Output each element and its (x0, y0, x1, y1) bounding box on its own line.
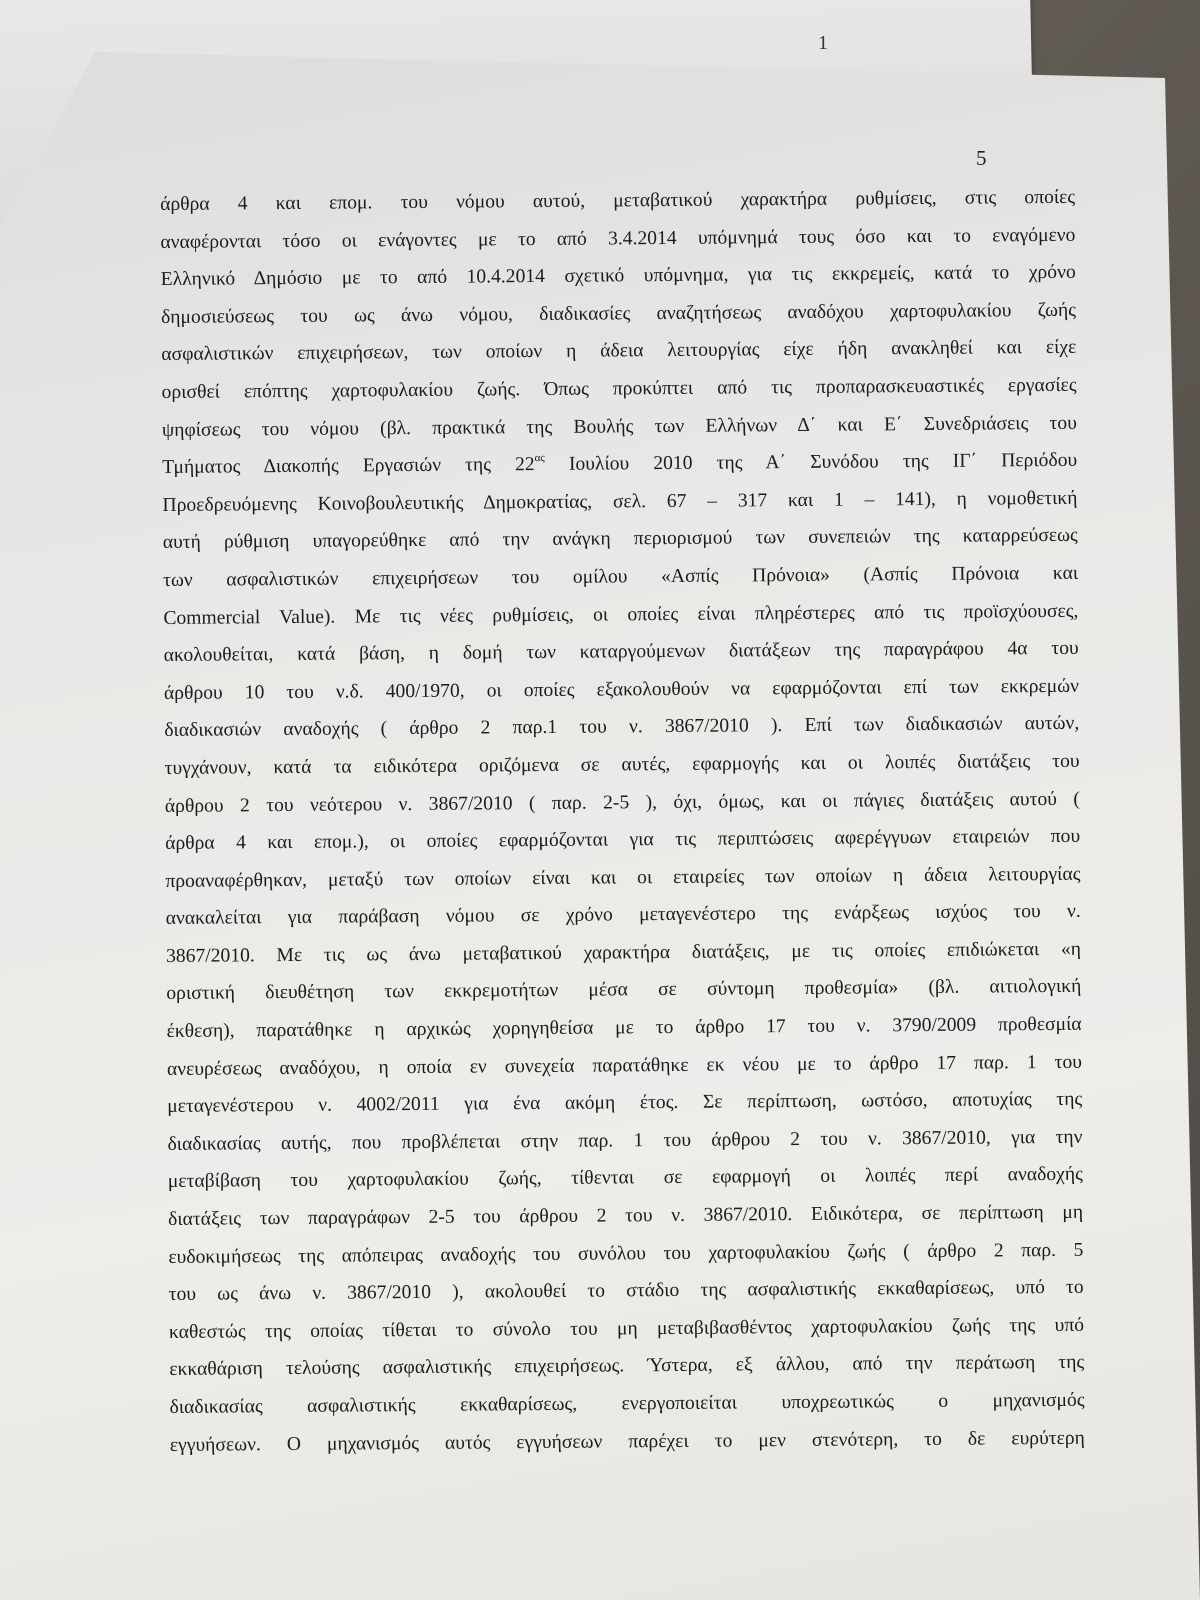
text-line: ασφαλιστικών επιχειρήσεων, των οποίων η άδεια λειτουργίας είχε ήδη ανακληθεί και είχε (161, 337, 1077, 366)
text-line: τυγχάνουν, κατά τα ειδικότερα οριζόμενα σε αυτές, εφαρμογής και οι λοιπές διατάξεις του (164, 750, 1080, 779)
text-line: διαδικασίας ασφαλιστικής εκκαθαρίσεως, ενεργοποιείται υποχρεωτικώς ο μηχανισμός (169, 1389, 1085, 1418)
text-line: 3867/2010. Με τις ως άνω μεταβατικού χαρακτήρα διατάξεις, με τις οποίες επιδιώκεται «η (165, 938, 1082, 967)
text-line: ευδοκιμήσεως της απόπειρας αναδοχής του συνόλου του χαρτοφυλακίου ζωής ( άρθρο 2 παρ. 5 (168, 1239, 1084, 1268)
document-body (160, 179, 1085, 1464)
text-line: μεταβίβαση του χαρτοφυλακίου ζωής, τίθενται σε εφαρμογή οι λοιπές περί αναδοχής (167, 1164, 1083, 1193)
text-line: μεταγενέστερου ν. 4002/2011 για ένα ακόμη έτος. Σε περίπτωση, ωστόσο, αποτυχίας της (167, 1089, 1083, 1118)
text-line: ανακαλείται για παράβαση νόμου σε χρόνο μεταγενέστερο της ενάρξεως ισχύος του ν. (165, 901, 1081, 930)
text-line: δημοσιεύσεως του ως άνω νόμου, διαδικασίες αναζητήσεως αναδόχου χαρτοφυλακίου ζωής (160, 299, 1077, 328)
text-line: εκκαθάριση τελούσης ασφαλιστικής επιχειρήσεως. Ύστερα, εξ άλλου, από την περάτωση της (169, 1352, 1085, 1381)
ordinal-suffix: ας (534, 452, 545, 465)
text-segment: Τμήματος Διακοπής Εργασιών της 22 (162, 454, 535, 479)
text-line: άρθρα 4 και επομ. του νόμου αυτού, μεταβατικού χαρακτήρα ρυθμίσεις, στις οποίες (160, 186, 1076, 215)
text-line: καθεστώς της οποίας τίθεται το σύνολο του μη μεταβιβασθέντος χαρτοφυλακίου ζωής της υπό (168, 1314, 1085, 1343)
text-line: αυτή ρύθμιση υπαγορεύθηκε από την ανάγκη περιορισμού των συνεπειών της καταρρεύσεως (162, 525, 1078, 554)
text-line: ψηφίσεως του νόμου (βλ. πρακτικά της Βουλής των Ελλήνων Δ΄ και Ε΄ Συνεδριάσεις του (161, 412, 1077, 441)
text-line: ακολουθείται, κατά βάση, η δομή των καταργούμενων διατάξεων της παραγράφου 4α του (163, 637, 1079, 667)
text-segment: Ιουλίου 2010 της Α΄ Συνόδου της ΙΓ΄ Περιόδου (544, 449, 1078, 476)
text-line: άρθρου 2 του νεότερου ν. 3867/2010 ( παρ. 2-5 ), όχι, όμως, και οι πάγιες διατάξεις αυτού ( (164, 788, 1080, 817)
text-line: ανευρέσεως αναδόχου, η οποία εν συνεχεία παρατάθηκε εκ νέου με το άρθρο 17 παρ. 1 του (166, 1051, 1082, 1080)
text-line: εγγυήσεων. Ο μηχανισμός αυτός εγγυήσεων παρέχει το μεν στενότερη, το δε ευρύτερη (169, 1427, 1085, 1456)
text-line: Προεδρευόμενης Κοινοβουλευτικής Δημοκρατίας, σελ. 67 – 317 και 1 – 141), η νομοθετική (162, 487, 1078, 516)
text-line: αναφέρονται τόσο οι ενάγοντες με το από 3.4.2014 υπόμνημά τους όσο και το εναγόμενο (160, 224, 1076, 253)
text-line: του ως άνω ν. 3867/2010 ), ακολουθεί το στάδιο της ασφαλιστικής εκκαθαρίσεως, υπό το (168, 1276, 1084, 1306)
text-line: άρθρα 4 και επομ.), οι οποίες εφαρμόζονται για τις περιπτώσεις αφερέγγυων εταιρειών που (165, 825, 1081, 855)
text-line: των ασφαλιστικών επιχειρήσεων του ομίλου «Ασπίς Πρόνοια» (Ασπίς Πρόνοια και (163, 562, 1079, 591)
back-page-number: 1 (818, 32, 828, 54)
page-number: 5 (976, 146, 987, 170)
text-line: διατάξεις των παραγράφων 2-5 του άρθρου 2 του ν. 3867/2010. Ειδικότερα, σε περίπτωση μη (168, 1201, 1084, 1230)
text-line: έκθεση), παρατάθηκε η αρχικώς χορηγηθείσα με το άρθρο 17 του ν. 3790/2009 προθεσμία (166, 1013, 1082, 1043)
text-line: ορισθεί επόπτης χαρτοφυλακίου ζωής. Όπως προκύπτει από τις προπαρασκευαστικές εργασίες (161, 374, 1077, 403)
text-line: προαναφέρθηκαν, μεταξύ των οποίων είναι και οι εταιρείες των οποίων η άδεια λειτουργίας (165, 863, 1081, 892)
text-line: οριστική διευθέτηση των εκκρεμοτήτων μέσα σε σύντομη προθεσμία» (βλ. αιτιολογική (166, 976, 1082, 1005)
text-line: διαδικασίας αυτής, που προβλέπεται στην παρ. 1 του άρθρου 2 του ν. 3867/2010, για την (167, 1126, 1083, 1155)
text-line: διαδικασιών αναδοχής ( άρθρο 2 παρ.1 του ν. 3867/2010 ). Επί των διαδικασιών αυτών, (164, 713, 1080, 742)
text-line: άρθρου 10 του ν.δ. 400/1970, οι οποίες εξακολουθούν να εφαρμόζονται επί των εκκρεμών (163, 675, 1080, 704)
text-line: Ελληνικό Δημόσιο με το από 10.4.2014 σχετικό υπόμνημα, για τις εκκρεμείς, κατά το χρόνο (160, 261, 1076, 291)
text-line: Commercial Value). Με τις νέες ρυθμίσεις, οι οποίες είναι πληρέστερες από τις προϊσχύουσες, (163, 600, 1079, 629)
